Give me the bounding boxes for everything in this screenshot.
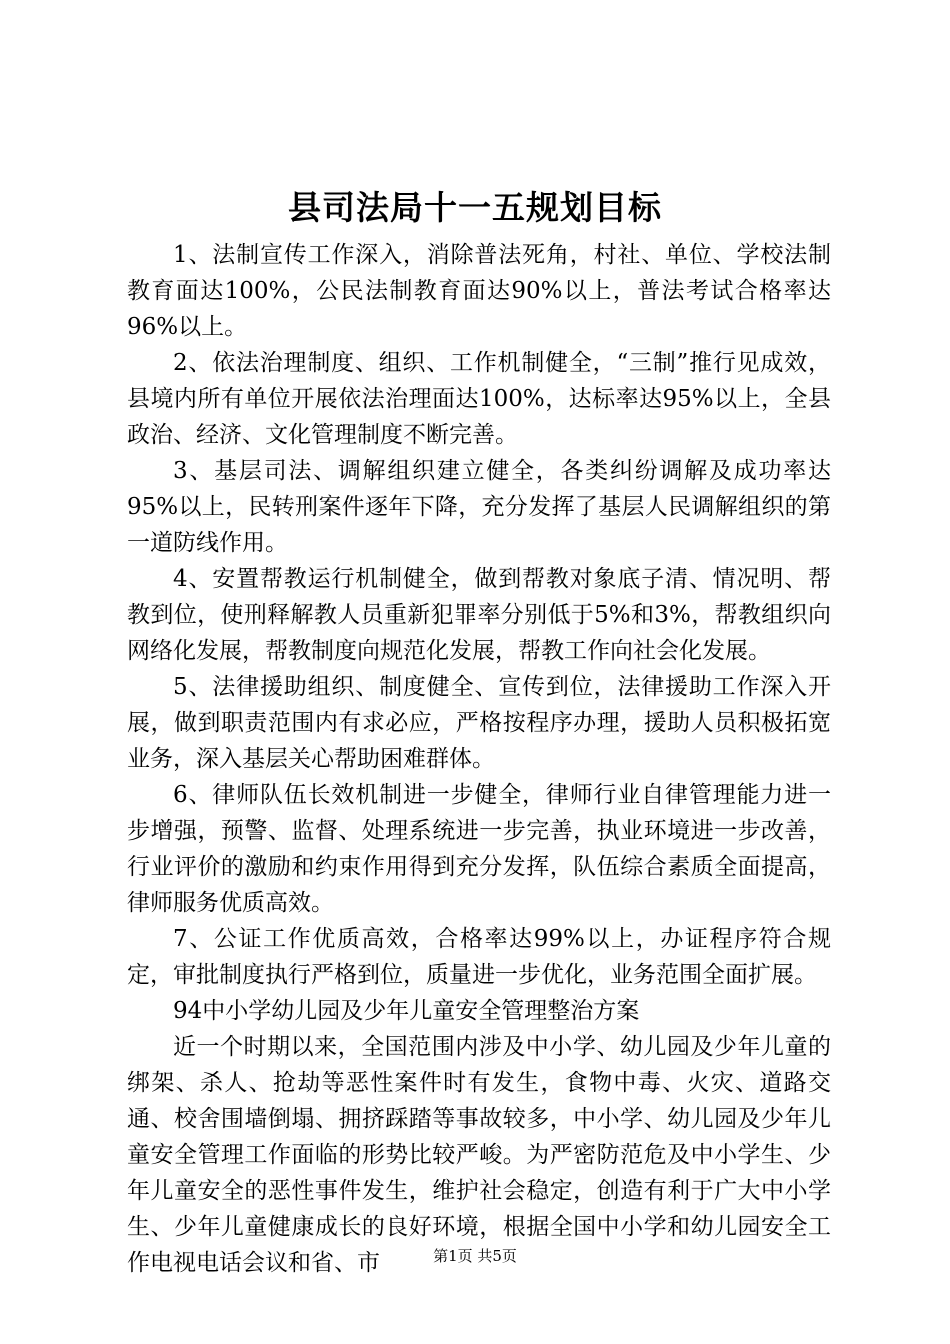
paragraph-8: 近一个时期以来，全国范围内涉及中小学、幼儿园及少年儿童的绑架、杀人、抢劫等恶性案件时有发生，食物中毒、火灾、道路交通、校舍围墙倒塌、拥挤踩踏等事故较多，中小学、幼儿园及少年儿童安全管理工作面临的形势比较严峻。为严密防范危及中小学生、少年儿童安全的恶性事件发生，维护社会稳定，创造有利于广大中小学生、少年儿童健康成长的良好环境，根据全国中小学和幼儿园安全工作电视电话会议和省、市 — [127, 1034, 831, 1276]
section-heading: 94中小学幼儿园及少年儿童安全管理整治方案 — [173, 998, 640, 1024]
paragraph-1: 1、法制宣传工作深入，消除普法死角，村社、单位、学校法制教育面达100%，公民法制教育面达90%以上，普法考试合格率达96%以上。 — [127, 242, 831, 340]
paragraph-5: 5、法律援助组织、制度健全、宣传到位，法律援助工作深入开展，做到职责范围内有求必应，严格按程序办理，援助人员积极拓宽业务，深入基层关心帮助困难群体。 — [127, 674, 831, 772]
document-title: 县司法局十一五规划目标 — [288, 188, 662, 227]
paragraph-3: 3、基层司法、调解组织建立健全，各类纠纷调解及成功率达95%以上，民转刑案件逐年下降，充分发挥了基层人民调解组织的第一道防线作用。 — [127, 458, 831, 556]
paragraph-4: 4、安置帮教运行机制健全，做到帮教对象底子清、情况明、帮教到位，使刑释解教人员重新犯罪率分别低于5%和3%，帮教组织向网络化发展，帮教制度向规范化发展，帮教工作向社会化发展。 — [127, 566, 831, 664]
document-body — [127, 237, 831, 1281]
paragraph-2: 2、依法治理制度、组织、工作机制健全，“三制”推行见成效，县境内所有单位开展依法治理面达100%，达标率达95%以上，全县政治、经济、文化管理制度不断完善。 — [127, 350, 831, 448]
paragraph-6: 6、律师队伍长效机制进一步健全，律师行业自律管理能力进一步增强，预警、监督、处理系统进一步完善，执业环境进一步改善，行业评价的激励和约束作用得到充分发挥，队伍综合素质全面提高，律师服务优质高效。 — [127, 782, 831, 916]
page-number: 第1页 共5页 — [433, 1247, 517, 1265]
paragraph-7: 7、公证工作优质高效，合格率达99%以上，办证程序符合规定，审批制度执行严格到位，质量进一步优化，业务范围全面扩展。 — [127, 926, 831, 988]
